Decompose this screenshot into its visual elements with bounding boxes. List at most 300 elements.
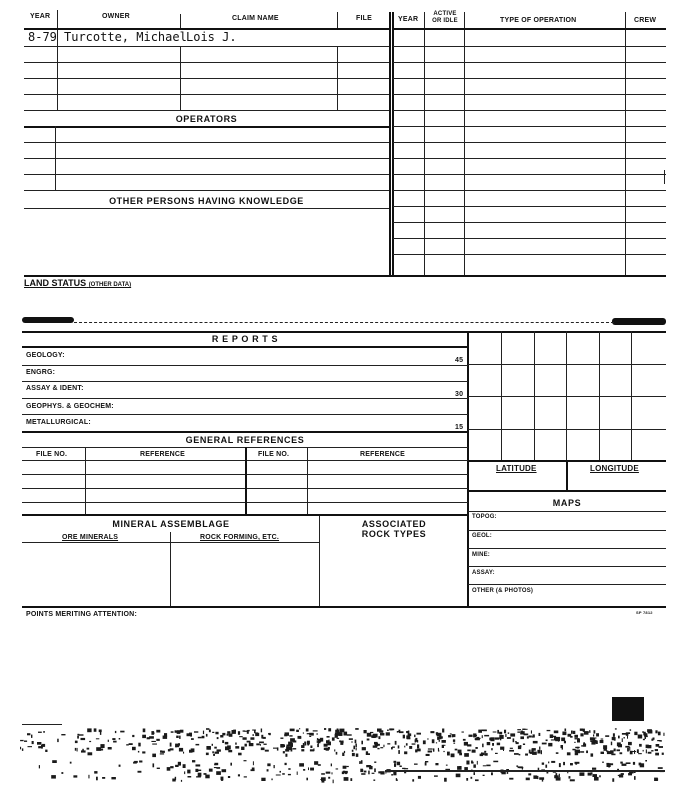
reports-num-45: 45 [455,357,464,364]
noise-speck [579,772,584,776]
noise-speck [432,739,435,743]
noise-speck [77,736,79,739]
longitude-label: LONGITUDE [590,464,639,473]
noise-speck [475,747,477,749]
noise-speck [248,730,250,731]
noise-speck [259,742,264,744]
noise-speck [94,728,97,731]
noise-speck [255,733,259,736]
noise-speck [453,739,455,742]
noise-speck [301,749,304,751]
noise-speck [70,762,72,764]
noise-speck [580,751,584,753]
noise-speck [212,744,213,746]
noise-speck [350,778,352,781]
noise-speck [303,733,304,734]
noise-speck [112,738,115,740]
noise-speck [394,761,397,763]
noise-speck [526,778,530,781]
noise-speck [244,731,247,732]
noise-speck [554,775,558,778]
noise-speck [574,742,575,743]
ref-file-no-1: FILE NO. [36,451,68,458]
noise-speck [627,748,629,752]
noise-speck [467,750,470,752]
noise-speck [646,745,649,749]
noise-speck [81,750,86,752]
noise-speck [250,737,254,740]
noise-speck [353,746,355,750]
noise-speck [183,752,184,754]
noise-speck [442,729,444,733]
noise-speck [477,761,478,765]
noise-speck [556,752,559,754]
noise-speck [351,741,352,742]
noise-speck [373,745,378,747]
noise-speck [96,777,98,781]
noise-speck [252,734,254,736]
noise-speck [532,750,534,754]
noise-speck [662,753,664,755]
noise-speck [156,730,160,733]
noise-speck [361,741,363,745]
noise-speck [204,773,207,775]
noise-speck [531,730,532,733]
noise-speck [592,768,596,770]
noise-speck [509,778,513,780]
noise-speck [607,763,611,767]
noise-speck [537,750,540,754]
noise-speck [453,743,455,744]
noise-speck [602,762,604,763]
noise-speck [198,737,202,739]
maps-mine: MINE: [472,552,490,558]
noise-speck [369,766,373,769]
land-status-title: LAND STATUS [24,278,87,288]
noise-speck [487,742,491,745]
ore-minerals-label: ORE MINERALS [62,534,119,541]
reports-assay: ASSAY & IDENT: [26,385,84,392]
noise-speck [611,754,615,756]
noise-speck [617,749,621,751]
noise-speck [591,753,594,756]
noise-speck [364,730,367,733]
noise-speck [179,748,183,752]
noise-speck [478,738,481,739]
noise-speck [434,775,438,776]
noise-speck [326,740,329,743]
noise-speck [500,737,501,741]
land-status-label [24,278,131,288]
noise-speck [88,775,89,779]
noise-speck [586,751,588,754]
noise-speck [243,737,247,740]
noise-speck [96,747,101,751]
noise-speck [288,742,292,745]
maps-other: OTHER (& PHOTOS) [472,588,534,594]
noise-speck [285,754,287,757]
noise-speck [483,775,485,776]
noise-speck [433,748,435,751]
noise-speck [517,729,521,730]
noise-speck [339,740,341,742]
noise-speck [190,734,192,737]
noise-speck [527,736,529,738]
noise-speck [456,774,461,778]
noise-speck [261,729,262,733]
noise-speck [235,743,237,745]
noise-speck [400,766,402,768]
noise-speck [491,748,493,750]
header-type-of-operation: TYPE OF OPERATION [500,17,577,24]
noise-speck [593,734,594,736]
header-active: ACTIVE [433,11,457,17]
noise-speck [336,752,338,755]
noise-speck [244,776,247,777]
noise-speck [162,751,165,753]
noise-speck [113,741,117,743]
scan-mark-right [612,318,666,325]
noise-speck [532,736,535,737]
noise-speck [79,734,84,735]
noise-speck [289,735,292,736]
noise-speck [482,753,485,756]
header-year: YEAR [30,13,51,20]
noise-speck [273,748,277,749]
noise-speck [138,743,140,747]
noise-speck [364,771,367,773]
noise-speck [448,735,451,737]
noise-speck [361,773,365,775]
noise-speck [133,762,137,764]
noise-speck [570,763,573,765]
noise-speck [654,778,658,781]
noise-speck [464,742,468,746]
noise-speck [391,774,393,776]
noise-speck [639,744,642,747]
noise-speck [464,767,468,770]
noise-speck [288,768,290,770]
noise-speck [510,733,515,736]
noise-speck [464,753,469,757]
noise-speck [286,745,291,747]
noise-speck [235,746,239,749]
noise-speck [505,734,506,737]
noise-speck [181,780,182,782]
noise-speck [621,773,624,775]
noise-speck [261,748,265,751]
noise-speck [466,778,468,781]
noise-speck [427,739,429,740]
noise-speck [367,739,370,741]
noise-speck [539,747,540,750]
ref-reference-1: REFERENCE [140,451,185,458]
noise-speck [514,753,519,755]
noise-speck [81,738,86,740]
noise-speck [356,748,357,751]
mineral-assemblage-title: MINERAL ASSEMBLAGE [112,519,230,529]
noise-speck [474,772,476,775]
noise-speck [196,776,201,777]
noise-speck [225,742,229,745]
noise-speck [343,766,347,769]
noise-speck [418,776,421,779]
noise-speck [251,769,255,771]
noise-speck [142,735,146,738]
noise-speck [539,733,541,736]
noise-speck [436,742,437,743]
noise-speck [108,747,112,750]
noise-speck [87,748,90,750]
noise-speck [45,750,47,752]
noise-speck [209,730,211,733]
noise-speck [554,731,559,734]
noise-speck [372,773,375,774]
noise-speck [482,735,483,738]
noise-speck [31,735,32,738]
noise-speck [377,748,379,749]
noise-speck [380,771,384,774]
noise-speck [646,749,647,753]
header-crew: CREW [634,17,657,24]
noise-speck [378,771,381,773]
noise-speck [386,732,390,735]
noise-speck [143,729,146,733]
reports-geology: GEOLOGY: [26,352,65,359]
noise-speck [220,735,223,738]
noise-speck [398,745,400,748]
header-year-2: YEAR [398,16,419,23]
noise-speck [604,748,607,751]
noise-speck [318,764,321,766]
noise-speck [119,765,121,767]
noise-speck [571,731,573,734]
noise-speck [245,744,247,747]
noise-speck [455,749,458,751]
noise-speck [548,762,549,764]
noise-speck [228,750,232,752]
noise-speck [321,773,325,775]
noise-speck [187,770,190,774]
noise-speck [280,771,282,773]
noise-speck [126,744,129,745]
noise-speck [288,774,291,775]
noise-speck [412,743,416,744]
noise-speck [563,762,565,765]
noise-speck [170,743,172,747]
noise-speck [261,778,265,781]
noise-speck [471,777,473,779]
noise-speck [328,728,331,731]
noise-speck [24,741,27,742]
noise-line [22,724,62,725]
noise-speck [361,770,363,771]
noise-speck [626,762,631,764]
noise-speck [373,734,378,738]
maps-title: MAPS [552,498,582,508]
noise-speck [519,754,521,756]
noise-speck [229,734,233,737]
noise-speck [398,750,400,754]
noise-speck [290,729,295,732]
noise-speck [313,730,318,731]
noise-speck [352,750,354,752]
noise-speck [425,761,428,762]
noise-speck [495,737,500,739]
noise-speck [184,771,185,774]
noise-speck [551,761,555,763]
noise-speck [267,763,270,766]
noise-speck [308,767,309,770]
noise-speck [584,731,589,735]
noise-speck [310,746,312,749]
noise-speck [373,780,375,781]
noise-speck [188,776,192,778]
noise-speck [139,761,142,763]
noise-speck [508,732,510,734]
noise-speck [22,748,23,751]
noise-speck [399,730,401,732]
noise-speck [238,774,240,776]
noise-speck [486,765,490,767]
noise-speck [590,740,594,742]
noise-speck [651,739,653,741]
reports-title: R E P O R T S [211,334,279,344]
associated-rock-types-1: ASSOCIATED [361,519,427,529]
noise-speck [171,731,174,733]
noise-speck [284,734,287,736]
noise-speck [472,750,476,753]
noise-speck [620,762,623,764]
noise-speck [590,737,594,740]
noise-speck [276,775,281,776]
noise-speck [547,730,551,731]
noise-speck [129,743,133,745]
noise-speck [314,761,318,765]
noise-speck [238,753,242,756]
noise-speck [361,760,363,764]
noise-speck [216,767,220,769]
noise-speck [342,753,344,756]
noise-speck [539,777,544,780]
noise-speck [637,749,639,753]
noise-speck [613,733,615,737]
noise-speck [99,730,102,733]
points-meriting-attention: POINTS MERITING ATTENTION: [26,611,137,618]
noise-speck [428,748,433,749]
noise-speck [542,743,547,745]
noise-speck [614,737,616,741]
noise-speck [191,738,194,740]
noise-speck [298,736,302,739]
noise-speck [573,731,576,734]
noise-speck [542,763,544,765]
noise-speck [213,754,215,756]
associated-rock-types-2: ROCK TYPES [361,529,427,539]
noise-speck [206,734,208,737]
noise-speck [516,742,519,744]
noise-speck [423,740,426,744]
noise-speck [339,729,344,733]
noise-speck [438,748,439,751]
noise-speck [391,747,393,749]
ref-reference-2: REFERENCE [360,451,405,458]
noise-speck [96,738,99,739]
noise-speck [344,777,349,781]
noise-speck [583,744,586,747]
noise-speck [466,761,469,765]
noise-speck [241,747,244,750]
noise-speck [426,754,430,756]
noise-speck [379,730,383,733]
noise-speck [345,771,348,774]
noise-speck [212,732,214,733]
maps-geol: GEOL: [472,533,492,539]
noise-speck [658,767,663,769]
noise-speck [408,731,410,735]
noise-speck [444,778,447,782]
noise-speck [412,779,414,781]
noise-speck [280,744,284,748]
noise-speck [517,732,520,733]
noise-speck [327,736,330,738]
noise-speck [356,754,359,757]
noise-speck [61,772,63,774]
noise-speck [643,750,644,752]
noise-speck [306,728,309,731]
noise-speck [142,751,145,753]
noise-speck [333,780,334,784]
noise-speck [216,771,221,775]
noise-speck [252,768,255,770]
noise-speck [522,729,525,730]
noise-speck [282,773,285,775]
noise-speck [352,753,355,756]
noise-speck [232,730,236,734]
noise-speck [404,772,406,774]
noise-speck [509,750,514,752]
noise-speck [209,769,213,772]
noise-speck [537,776,538,779]
noise-speck [622,764,627,766]
noise-speck [267,769,269,771]
noise-speck [555,738,560,741]
noise-speck [215,732,218,735]
noise-speck [170,748,174,750]
noise-speck [227,734,229,736]
noise-speck [607,751,612,754]
noise-speck [205,775,209,779]
noise-speck [592,774,597,777]
noise-speck [625,746,629,748]
noise-speck [374,768,376,772]
noise-speck [227,731,230,734]
noise-speck [605,735,609,737]
noise-speck [175,744,179,748]
noise-speck [417,744,419,748]
noise-speck [575,738,580,739]
noise-speck [657,740,661,741]
noise-speck [450,733,452,734]
noise-speck [293,740,297,742]
noise-speck [504,730,506,734]
noise-speck [475,779,479,781]
noise-speck [100,732,101,735]
noise-speck [628,773,632,776]
noise-speck [163,736,168,739]
noise-speck [495,753,498,754]
noise-speck [317,740,318,743]
